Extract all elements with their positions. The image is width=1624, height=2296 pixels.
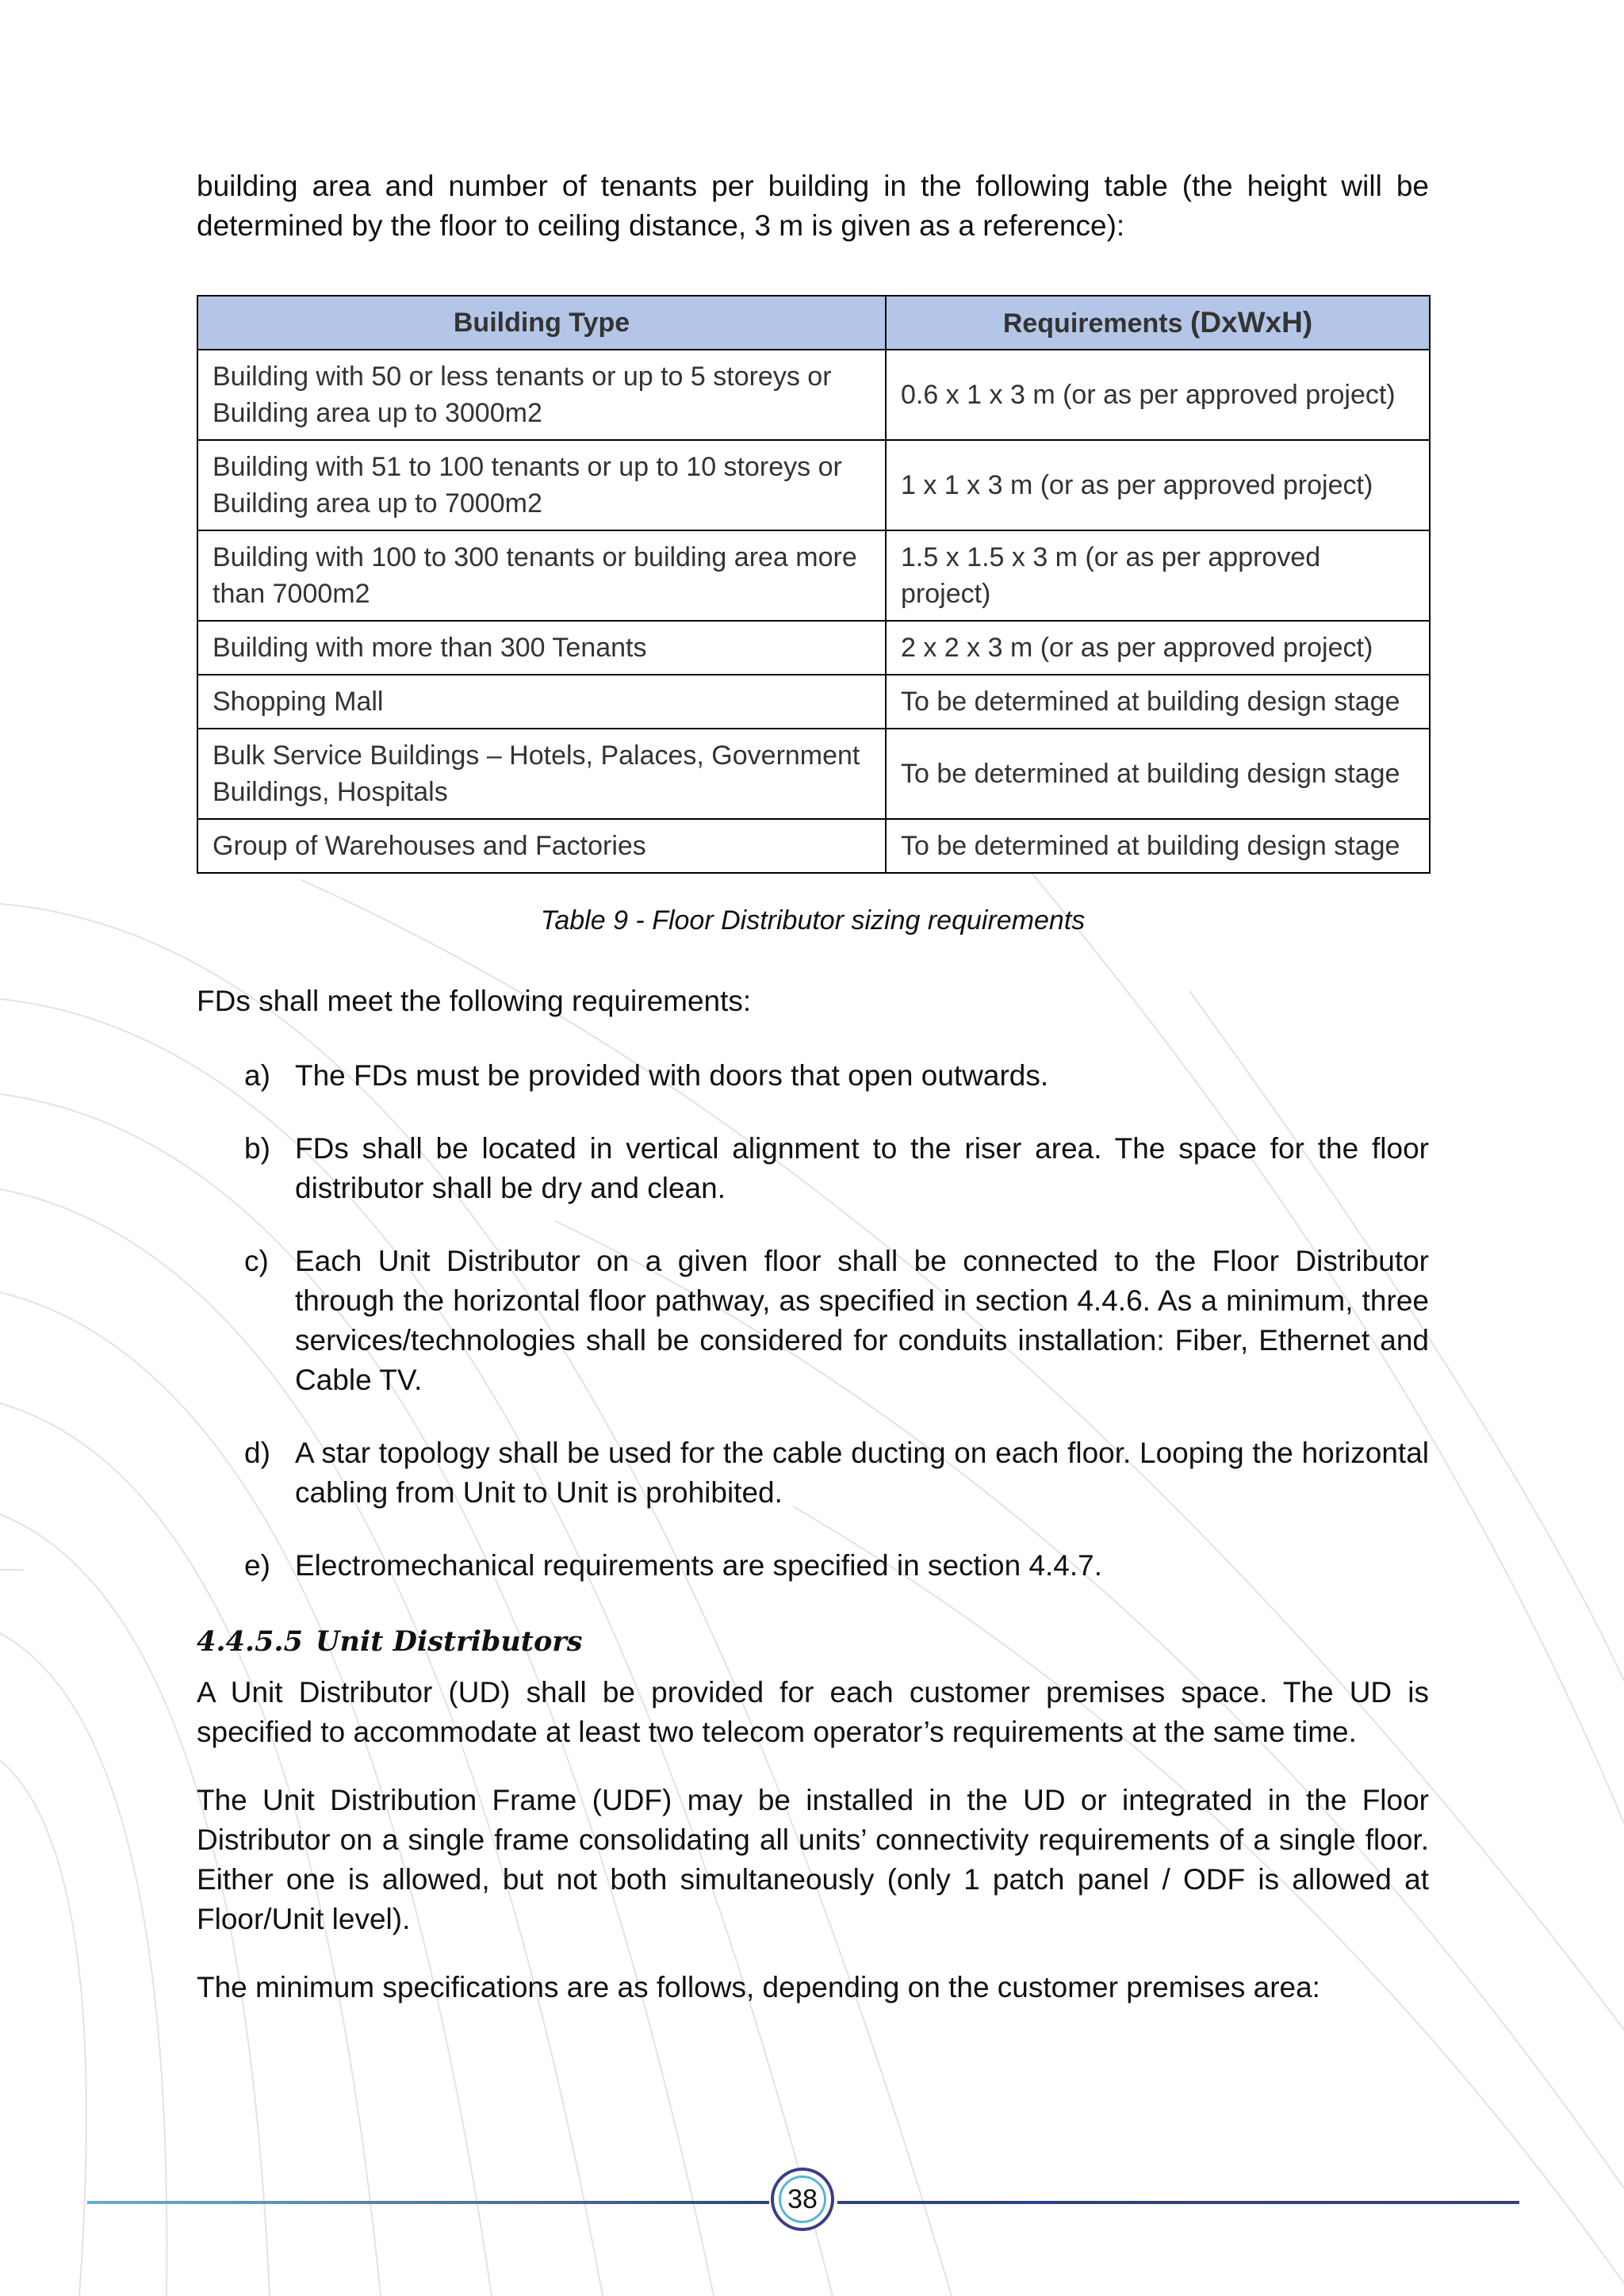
table-row <box>197 729 1430 819</box>
list-marker: c) <box>244 1245 269 1277</box>
header-requirements-dims: (DxWxH) <box>1190 305 1313 339</box>
list-item-text: FDs shall be located in vertical alignment to the riser area. The space for the floor distributor shall be dry and clean. <box>295 1132 1429 1204</box>
list-item-text: Electromechanical requirements are specified in section 4.4.7. <box>295 1549 1103 1582</box>
cell-building-type: Building with 50 or less tenants or up to 5 storeys or Building area up to 3000m2 <box>197 350 886 440</box>
cell-requirement: To be determined at building design stage <box>886 729 1430 819</box>
list-marker: a) <box>244 1059 270 1092</box>
table-header-row <box>197 296 1430 350</box>
list-item <box>197 1546 1429 1586</box>
cell-requirement: To be determined at building design stage <box>886 819 1430 873</box>
footer-rule-left <box>87 2201 769 2204</box>
fd-intro-paragraph: FDs shall meet the following requirements: <box>197 985 752 1017</box>
section-title: Unit Distributors <box>316 1625 583 1658</box>
fd-requirements-list <box>197 1056 1429 1586</box>
header-requirements <box>886 296 1430 350</box>
body-paragraph: A Unit Distributor (UD) shall be provided for each customer premises space. The UD is specified to accommodate at least two telecom operator’s requirements at the same time. <box>197 1676 1429 1748</box>
list-marker: e) <box>244 1549 270 1582</box>
list-item <box>197 1433 1429 1513</box>
list-item-text: The FDs must be provided with doors that open outwards. <box>295 1059 1049 1092</box>
list-item <box>197 1056 1429 1096</box>
table-row <box>197 440 1430 530</box>
cell-building-type: Building with 51 to 100 tenants or up to 10 storeys or Building area up to 7000m2 <box>197 440 886 530</box>
intro-paragraph: building area and number of tenants per building in the following table (the height will be determined by the floor to ceiling distance, 3 m is given as a reference): <box>197 170 1429 242</box>
page-number: 38 <box>787 2183 818 2214</box>
table-caption: Table 9 - Floor Distributor sizing requirements <box>540 905 1086 936</box>
body-paragraph: The Unit Distribution Frame (UDF) may be installed in the UD or integrated in the Floor Distributor on a single frame consolidating all units’ connectivity requirements of a single floor. Either one is allowed, but not both simultaneously (only 1 patch panel / ODF is allowed at Floor/Unit level). <box>197 1784 1429 1935</box>
fd-sizing-table <box>197 295 1431 874</box>
table-row <box>197 621 1430 675</box>
page-number-ring <box>779 2175 826 2223</box>
cell-building-type: Bulk Service Buildings – Hotels, Palaces, Government Buildings, Hospitals <box>197 729 886 819</box>
cell-building-type: Group of Warehouses and Factories <box>197 819 886 873</box>
cell-requirement: 1.5 x 1.5 x 3 m (or as per approved project) <box>886 530 1430 621</box>
section-number: 4.4.5.5 <box>197 1625 303 1658</box>
list-item <box>197 1129 1429 1208</box>
table-row <box>197 350 1430 440</box>
list-marker: d) <box>244 1437 270 1469</box>
page-number-badge <box>771 2168 834 2231</box>
footer-rule-right <box>837 2201 1519 2204</box>
list-item-text: Each Unit Distributor on a given floor shall be connected to the Floor Distributor through the horizontal floor pathway, as specified in section 4.4.6. As a minimum, three services/technologies shall be considered for conduits installation: Fiber, Ethernet and Cable TV. <box>295 1245 1429 1396</box>
list-item-text: A star topology shall be used for the cable ducting on each floor. Looping the horizontal cabling from Unit to Unit is prohibited. <box>295 1437 1429 1509</box>
cell-requirement: 1 x 1 x 3 m (or as per approved project) <box>886 440 1430 530</box>
cell-requirement: 2 x 2 x 3 m (or as per approved project) <box>886 621 1430 675</box>
cell-requirement: To be determined at building design stage <box>886 675 1430 729</box>
cell-requirement: 0.6 x 1 x 3 m (or as per approved project) <box>886 350 1430 440</box>
table-row <box>197 675 1430 729</box>
cell-building-type: Building with 100 to 300 tenants or building area more than 7000m2 <box>197 530 886 621</box>
cell-building-type: Building with more than 300 Tenants <box>197 621 886 675</box>
document-body <box>197 166 1429 2007</box>
header-requirements-label: Requirements <box>1002 308 1183 339</box>
list-item <box>197 1242 1429 1400</box>
cell-building-type: Shopping Mall <box>197 675 886 729</box>
list-marker: b) <box>244 1132 270 1165</box>
table-row <box>197 530 1430 621</box>
header-building-type: Building Type <box>197 296 886 350</box>
table-row <box>197 819 1430 873</box>
section-heading <box>197 1622 1429 1662</box>
body-paragraph: The minimum specifications are as follows, depending on the customer premises area: <box>197 1971 1320 2003</box>
